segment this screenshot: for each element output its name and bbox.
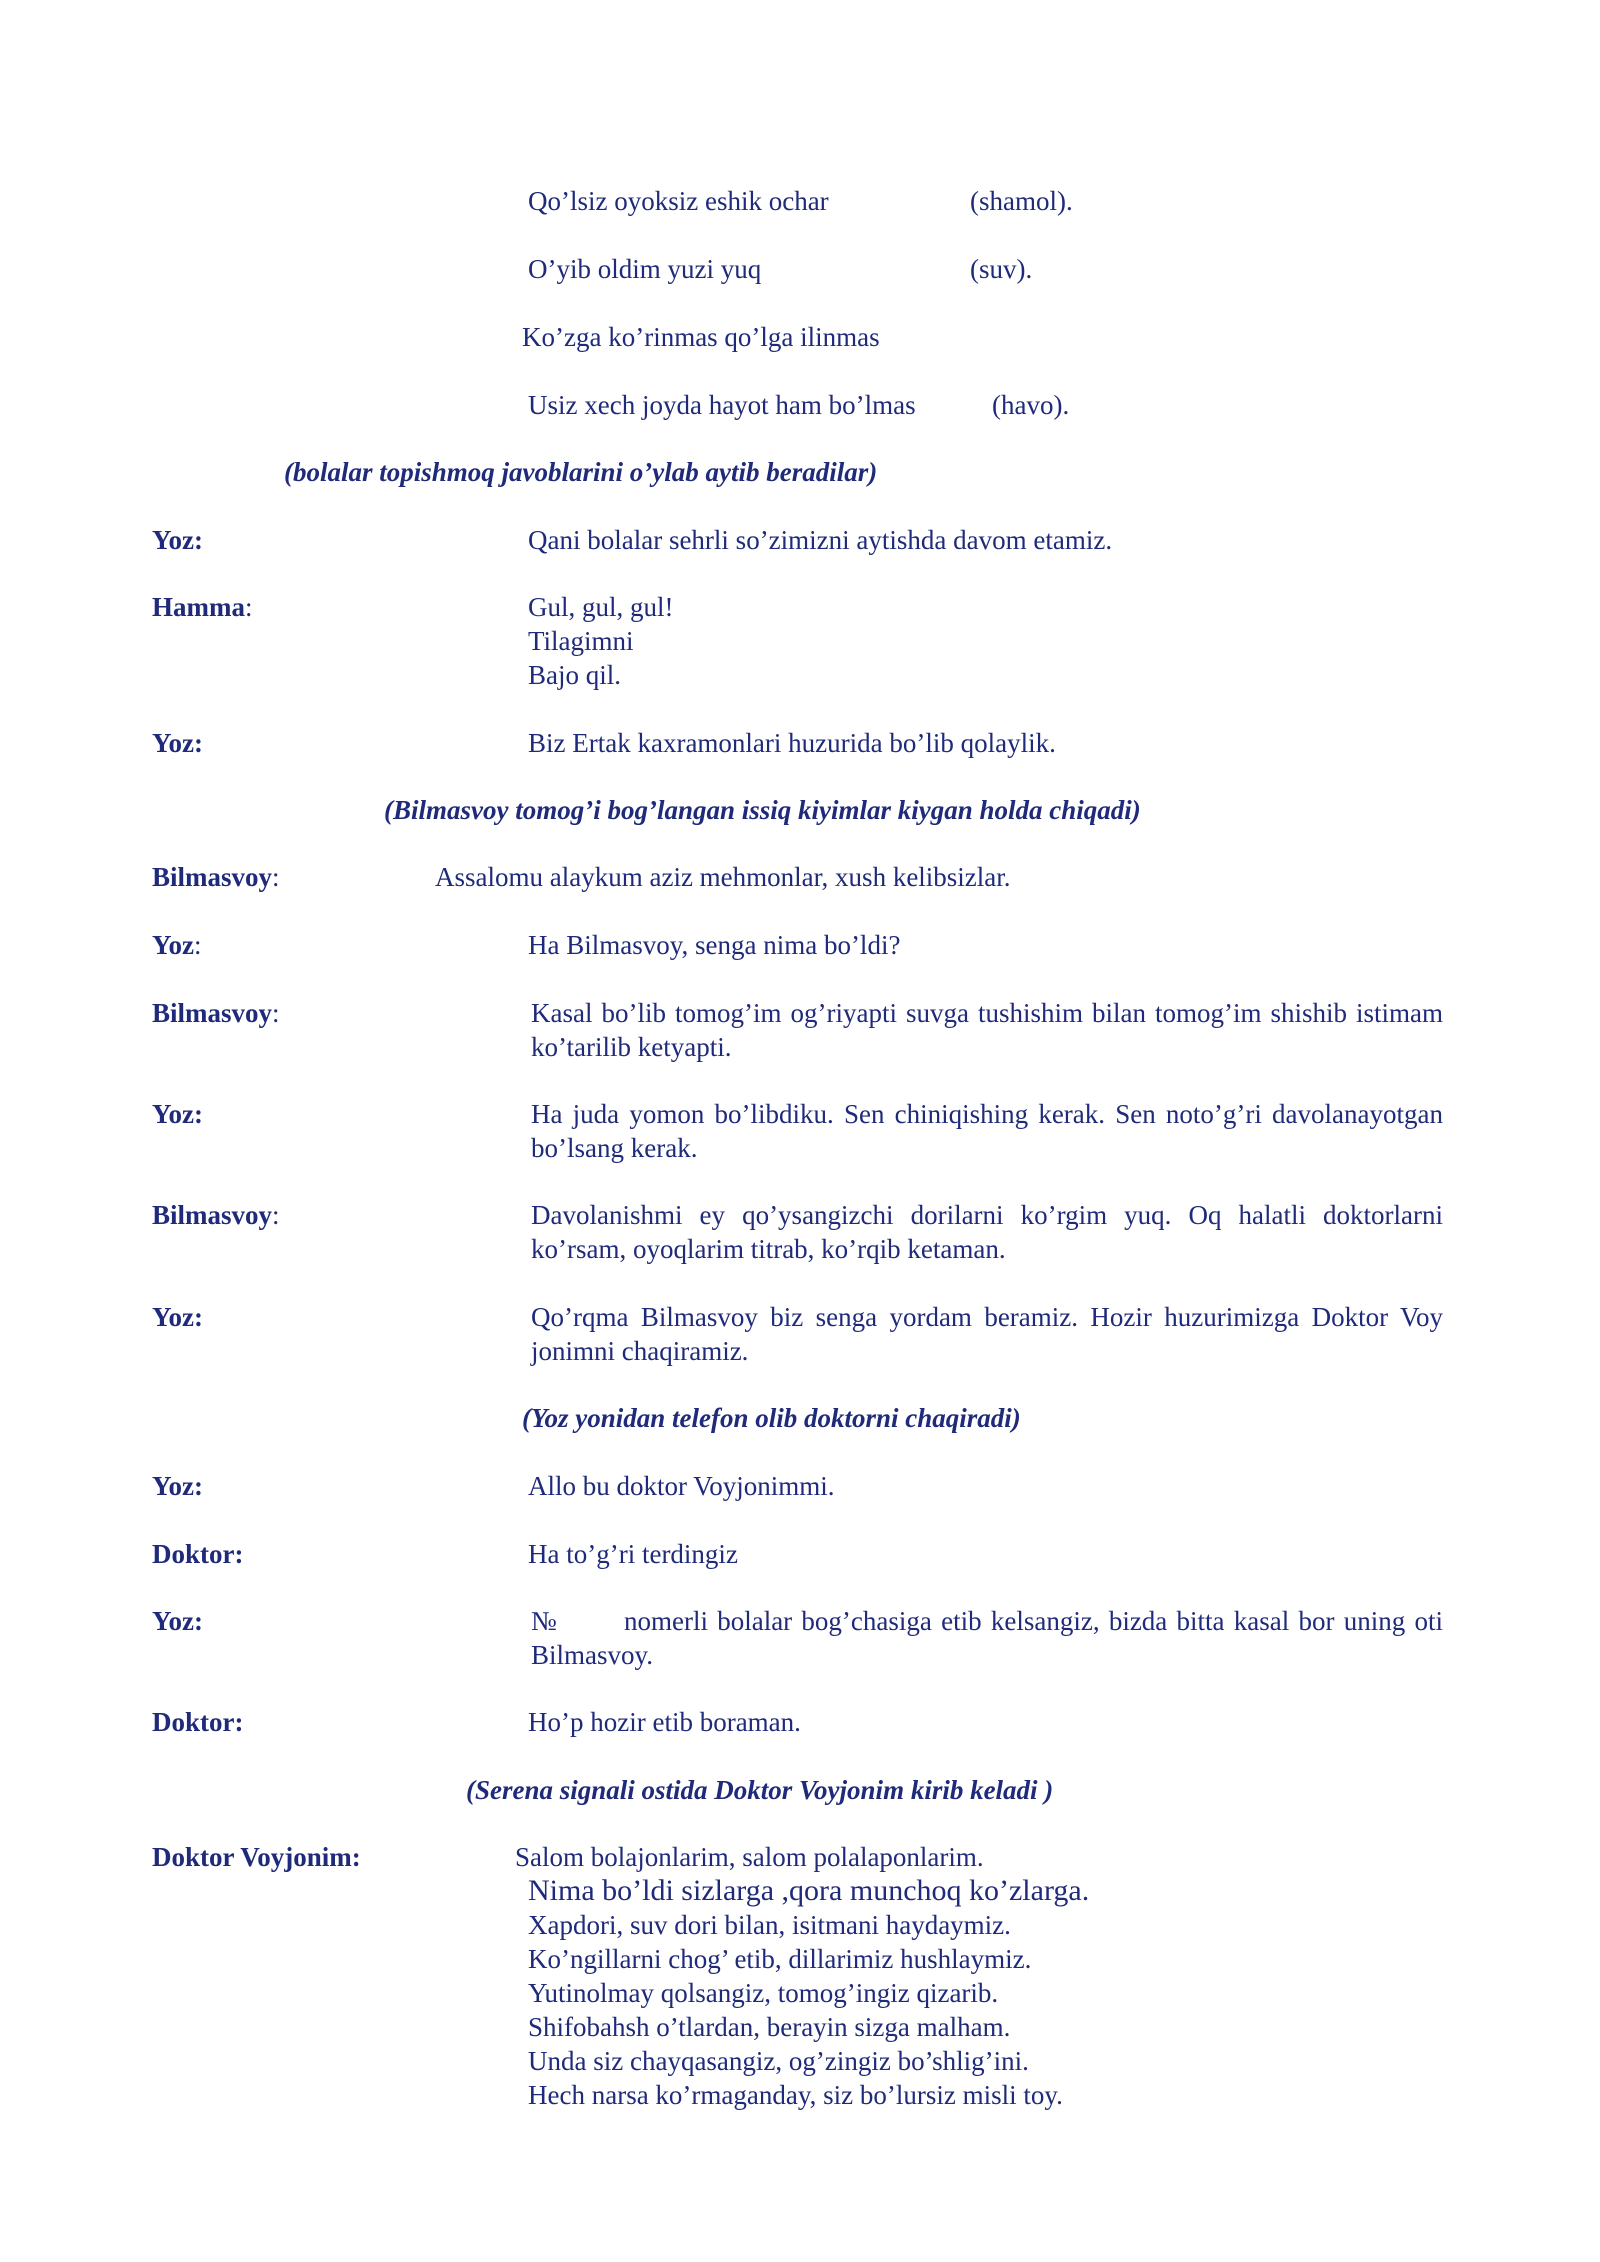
riddle-line-4: Usiz xech joyda hayot ham bo’lmas xyxy=(528,390,916,420)
speaker-yoz: Yoz: xyxy=(152,1302,203,1332)
line-yoz-3: Ha Bilmasvoy, senga nima bo’ldi? xyxy=(528,930,901,960)
riddle-answer-2: (suv). xyxy=(970,254,1033,284)
speaker-hamma: Hamma: xyxy=(152,592,253,622)
speaker-yoz: Yoz: xyxy=(152,525,203,555)
line-bilmasvoy-2: Kasal bo’lib tomog’im og’riyapti suvga tushishim bilan tomog’im shishib istimam ko’tarilib ketyapti. xyxy=(531,998,1443,1062)
poem-line: Hech narsa ko’rmaganday, siz bo’lursiz misli toy. xyxy=(528,2080,1063,2110)
speaker-yoz: Yoz: xyxy=(152,1099,203,1129)
poem-line: Shifobahsh o’tlardan, berayin sizga malham. xyxy=(528,2012,1011,2042)
line-yoz-2: Biz Ertak kaxramonlari huzurida bo’lib qolaylik. xyxy=(528,728,1056,758)
riddle-line-2: O’yib oldim yuzi yuq xyxy=(528,254,762,284)
line-yoz-1: Qani bolalar sehrli so’zimizni aytishda davom etamiz. xyxy=(528,525,1113,555)
riddle-line-1: Qo’lsiz oyoksiz eshik ochar xyxy=(528,186,829,216)
poem-doktor-voyjonim xyxy=(515,1840,1089,2112)
poem-line: Ko’ngillarni chog’ etib, dillarimiz hushlaymiz. xyxy=(528,1944,1032,1974)
speaker-doktor: Doktor: xyxy=(152,1707,244,1737)
poem-line: Xapdori, suv dori bilan, isitmani haydaymiz. xyxy=(528,1910,1011,1940)
speaker-bilmasvoy: Bilmasvoy: xyxy=(152,862,280,892)
line-doktor-1: Ha to’g’ri terdingiz xyxy=(528,1539,738,1569)
line-yoz-6: Allo bu doktor Voyjonimmi. xyxy=(528,1471,835,1501)
stage-direction-4: (Serena signali ostida Doktor Voyjonim kirib keladi ) xyxy=(466,1775,1054,1805)
riddle-answer-4: (havo). xyxy=(992,390,1070,420)
line-yoz-4: Ha juda yomon bo’libdiku. Sen chiniqishing kerak. Sen noto’g’ri davolanayotgan bo’lsang kerak. xyxy=(531,1099,1443,1163)
poem-line: Nima bo’ldi sizlarga ,qora munchoq ko’zlarga. xyxy=(528,1874,1090,1907)
speaker-bilmasvoy: Bilmasvoy: xyxy=(152,1200,280,1230)
poem-line: Yutinolmay qolsangiz, tomog’ingiz qizarib. xyxy=(528,1978,999,2008)
speaker-yoz: Yoz: xyxy=(152,930,202,960)
line-yoz-7: № nomerli bolalar bog’chasiga etib kelsangiz, bizda bitta kasal bor uning oti Bilmasvoy. xyxy=(531,1606,1450,1670)
riddle-line-3: Ko’zga ko’rinmas qo’lga ilinmas xyxy=(522,322,880,352)
poem-line: Salom bolajonlarim, salom polalaponlarim. xyxy=(515,1842,984,1872)
line-hamma: Gul, gul, gul! Tilagimni Bajo qil. xyxy=(528,592,674,690)
line-doktor-2: Ho’p hozir etib boraman. xyxy=(528,1707,801,1737)
stage-direction-2: (Bilmasvoy tomog’i bog’langan issiq kiyimlar kiygan holda chiqadi) xyxy=(384,795,1141,825)
line-yoz-5: Qo’rqma Bilmasvoy biz senga yordam beramiz. Hozir huzurimizga Doktor Voy jonimni chaqiramiz. xyxy=(531,1302,1443,1366)
speaker-yoz: Yoz: xyxy=(152,728,203,758)
line-bilmasvoy-3: Davolanishmi ey qo’ysangizchi dorilarni ko’rgim yuq. Oq halatli doktorlarni ko’rsam, oyoqlarim titrab, ko’rqib ketaman. xyxy=(531,1200,1443,1264)
speaker-yoz: Yoz: xyxy=(152,1471,203,1501)
speaker-yoz: Yoz: xyxy=(152,1606,203,1636)
stage-direction-3: (Yoz yonidan telefon olib doktorni chaqiradi) xyxy=(522,1403,1021,1433)
speaker-doktor-voyjonim: Doktor Voyjonim: xyxy=(152,1842,361,1872)
poem-line: Unda siz chayqasangiz, og’zingiz bo’shlig’ini. xyxy=(528,2046,1029,2076)
riddle-answer-1: (shamol). xyxy=(970,186,1073,216)
speaker-bilmasvoy: Bilmasvoy: xyxy=(152,998,280,1028)
speaker-doktor: Doktor: xyxy=(152,1539,244,1569)
stage-direction-1: (bolalar topishmoq javoblarini o’ylab aytib beradilar) xyxy=(284,457,878,487)
line-bilmasvoy-1: Assalomu alaykum aziz mehmonlar, xush kelibsizlar. xyxy=(435,862,1011,892)
